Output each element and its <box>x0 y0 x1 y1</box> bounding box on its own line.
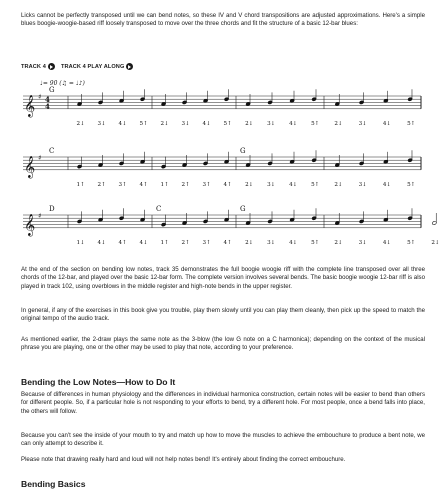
play-circle-icon[interactable] <box>126 63 133 70</box>
tab-label: 2↓ <box>334 120 343 127</box>
paragraph-physiology: Because of differences in human physiology and the differences in individual harmonica construction, certain notes will be easier to bend than others for different people. So, if a particular hole is not responding to your efforts to bend, try a different hole. For most people, once a bend falls into place, the others will follow. <box>21 391 425 415</box>
tab-label: 1↑ <box>160 239 169 246</box>
tab-label: 1↑ <box>76 181 85 188</box>
track-bar <box>21 63 133 70</box>
play-circle-icon[interactable] <box>48 63 55 70</box>
chord-label: G <box>240 205 246 213</box>
tab-label: 5↑ <box>407 181 416 188</box>
tab-label: 2↓ <box>334 239 343 246</box>
chord-label: D <box>49 205 55 213</box>
tab-label: 3↓ <box>358 181 367 188</box>
tab-label: 3↓ <box>97 120 106 127</box>
track-4[interactable] <box>21 63 55 70</box>
track-4-label: TRACK 4 <box>21 63 46 70</box>
tab-label: 4↑ <box>223 239 232 246</box>
tab-label: 5↑ <box>311 181 320 188</box>
tab-label: 3↓ <box>267 120 276 127</box>
chord-label: C <box>156 205 162 213</box>
treble-clef-icon: 𝄞 <box>24 213 36 236</box>
track-4-play-along-label: TRACK 4 PLAY ALONG <box>60 63 125 70</box>
tab-label: 2↑ <box>181 239 190 246</box>
tab-label: 5↑ <box>311 239 320 246</box>
tab-label: 5↑ <box>139 120 148 127</box>
tab-label: 3↑ <box>202 239 211 246</box>
tab-label: 2↓ <box>76 120 85 127</box>
music-system-3 <box>0 205 441 257</box>
tab-label: 2↓ <box>245 239 254 246</box>
tab-label: 2↑ <box>181 181 190 188</box>
treble-clef-icon: 𝄞 <box>24 94 36 117</box>
sharp-icon: ♯ <box>38 154 42 162</box>
treble-clef-icon: 𝄞 <box>24 155 36 178</box>
chord-label: G <box>49 86 55 94</box>
sharp-icon: ♯ <box>38 212 42 220</box>
tab-label: 5↑ <box>223 120 232 127</box>
time-signature-top: 4 <box>45 95 50 104</box>
tab-label: 4↑ <box>223 181 232 188</box>
heading-bending-low-notes: Bending the Low Notes—How to Do It <box>21 377 176 387</box>
tab-label: 4↓ <box>97 239 106 246</box>
paragraph-boogie-riff: At the end of the section on bending low notes, track 35 demonstrates the full boogie woogie riff with the complete line transposed over all three chords of the 12-bar, and played over the basic 12-bar form. The complete version involves several bends. The basic boogie woogie 12-bar riff is also played in track 102, using overblows in the middle register and high-note bends in the upper register. <box>21 266 425 290</box>
tab-label: 2↑ <box>97 181 106 188</box>
track-4-play-along[interactable] <box>61 63 133 70</box>
tab-label: 4↓ <box>118 120 127 127</box>
heading-bending-basics: Bending Basics <box>21 479 86 489</box>
tab-label: 4↑ <box>118 239 127 246</box>
chord-label: G <box>240 147 246 155</box>
tab-label: 3↓ <box>267 239 276 246</box>
time-signature-bottom: 4 <box>45 101 50 111</box>
tab-label: 5↑ <box>407 239 416 246</box>
tab-label: 4↓ <box>382 120 392 127</box>
tab-label: 2↓ <box>245 181 254 188</box>
tab-label: 3↓ <box>358 239 367 246</box>
tab-label: 4↓ <box>289 239 298 246</box>
music-system-1 <box>0 86 441 138</box>
tab-label: 4↓ <box>289 181 298 188</box>
paragraph-drawing-hard: Please note that drawing really hard and loud will not help notes bend! It's entirely about finding the correct embouchure. <box>21 456 346 463</box>
tab-label: 5↑ <box>311 120 320 127</box>
sharp-icon: ♯ <box>38 93 42 101</box>
tab-label: 2↓ <box>160 120 169 127</box>
chord-label: C <box>49 147 55 155</box>
paragraph-2-draw-note: As mentioned earlier, the 2-draw plays the same note as the 3-blow (the low G note on a C harmonica); depending on the context of the musical phrase you are playing, one or the other may be used to play that note, according to your preference. <box>21 336 425 352</box>
tab-label: 4↓ <box>289 120 298 127</box>
tab-label: 3↓ <box>267 181 276 188</box>
tab-label: 4↓ <box>202 120 211 127</box>
tab-label: 4↓ <box>139 239 148 246</box>
tab-label: 3↓ <box>181 120 190 127</box>
tab-label: 1↑ <box>160 181 169 188</box>
music-system-2 <box>0 147 441 199</box>
tab-label: 3↑ <box>202 181 211 188</box>
tab-label: 4↓ <box>382 239 392 246</box>
tab-label: 3↑ <box>118 181 127 188</box>
tab-label: 4↑ <box>139 181 148 188</box>
tab-label: 3↓ <box>358 120 367 127</box>
tab-label: 2↓ <box>245 120 254 127</box>
tempo-marking: ♩= 90 (♫ = ♩♪) <box>40 80 85 87</box>
tab-label: 2↓ <box>431 239 440 246</box>
paragraph-practice-tip: In general, if any of the exercises in this book give you trouble, play them slowly until you can play them cleanly, then pick up the speed to match the original tempo of the audio track. <box>21 307 425 323</box>
tab-label: 5↑ <box>407 120 416 127</box>
tab-label: 4↓ <box>382 181 392 188</box>
intro-paragraph: Licks cannot be perfectly transposed until we can bend notes, so these IV and V chord transpositions are adjusted approximations. Here's a simple blues boogie-woogie-based riff loosely transposed to move over the three chords and fit the structure of a basic 12-bar blues: <box>21 12 425 28</box>
tab-label: 2↓ <box>334 181 343 188</box>
paragraph-embouchure: Because you can't see the inside of your mouth to try and match up how to move the muscles to achieve the embouchure to produce a bent note, we can only attempt to describe it. <box>21 432 425 448</box>
tab-label: 1↓ <box>76 239 85 246</box>
